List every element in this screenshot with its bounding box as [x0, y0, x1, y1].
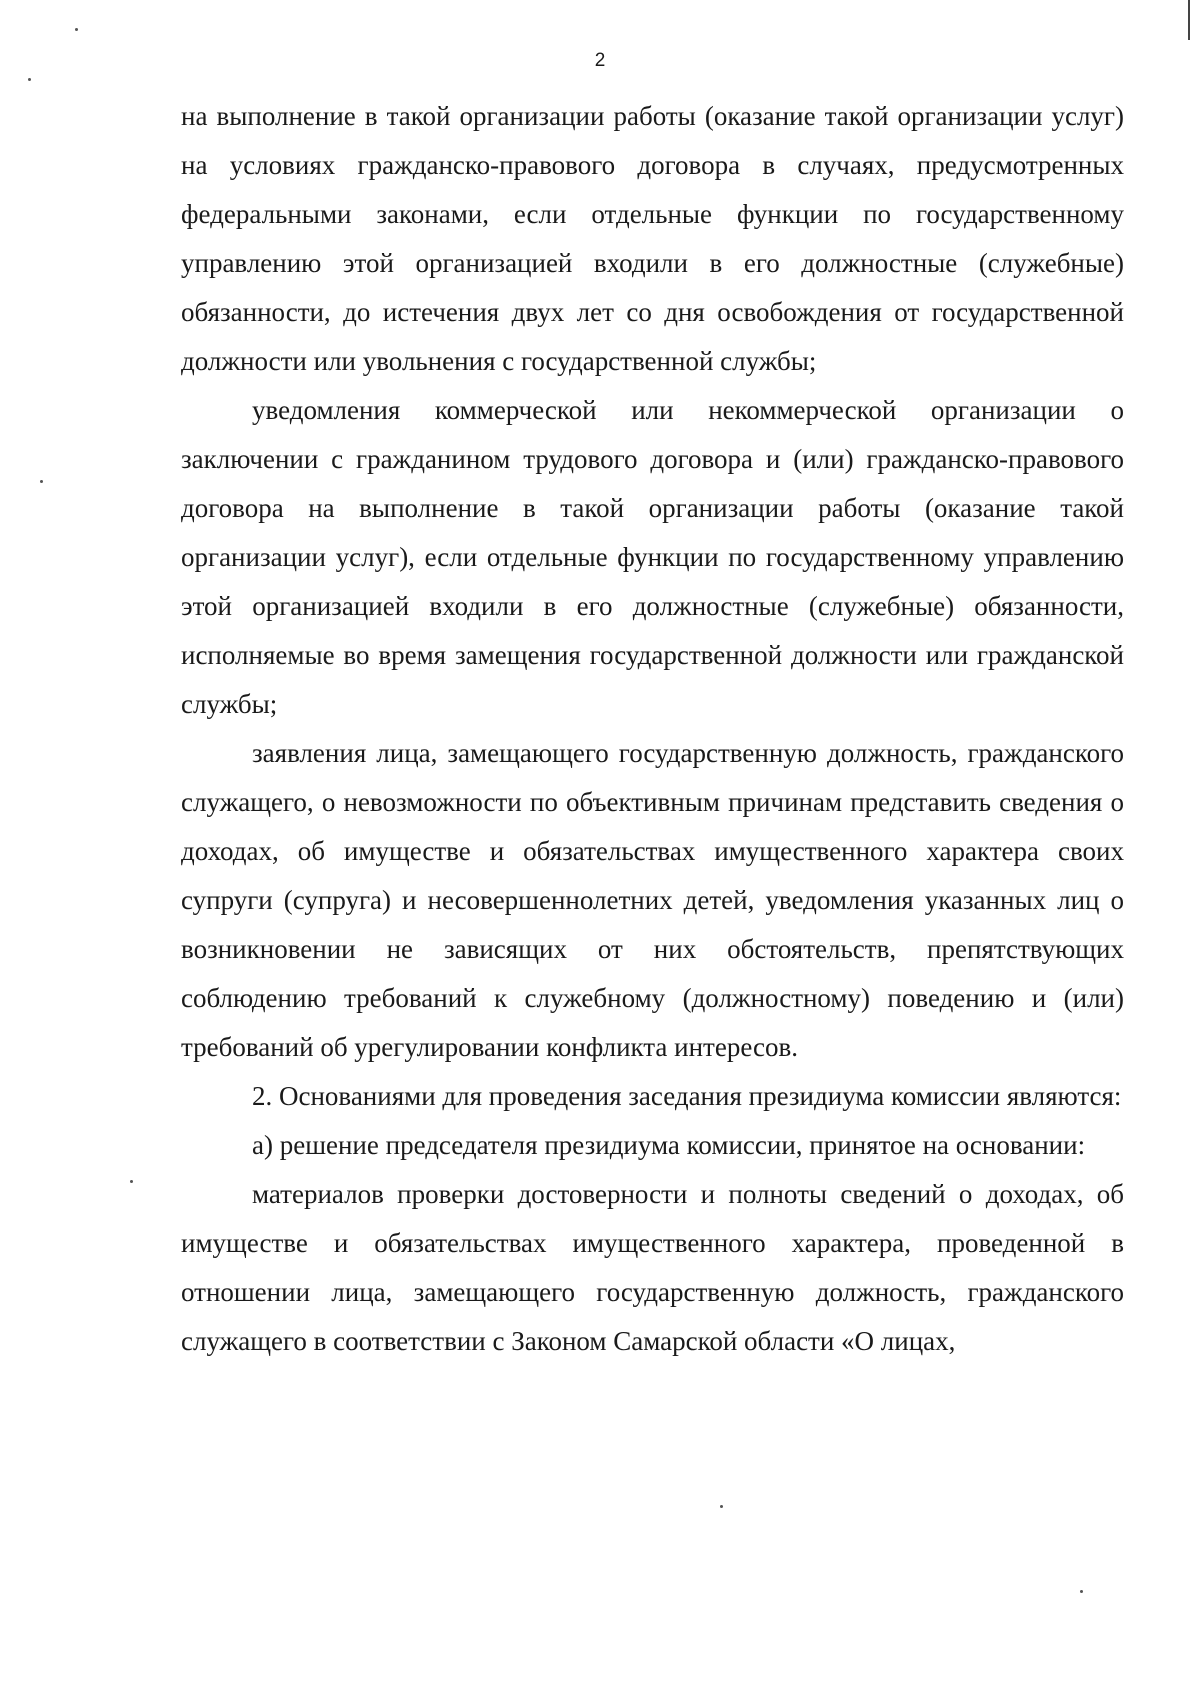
scan-speck [28, 78, 31, 81]
paragraph-notice-organization: уведомления коммерческой или некоммерческой организации о заключении с гражданином трудового договора и (или) гражданско-правового договора на выполнение в такой организации работы (оказание такой организации услуг), если отдельные функции по государственному управлению этой организацией входили в его должностные (служебные) обязанности, исполняемые во время замещения государственной должности или гражданской службы; [181, 395, 1124, 719]
paragraph-statement-impossibility: заявления лица, замещающего государственную должность, гражданского служащего, о невозможности по объективным причинам представить сведения о доходах, об имуществе и обязательствах имущественного характера своих супруги (супруга) и несовершеннолетних детей, уведомления указанных лиц о возникновении не зависящих от них обстоятельств, препятствующих соблюдению требований к служебному (должностному) поведению и (или) требований об урегулировании конфликта интересов. [181, 738, 1124, 1062]
scan-edge-mark [1188, 0, 1190, 40]
scan-speck [75, 28, 78, 31]
scan-speck [720, 1505, 723, 1508]
document-body [181, 92, 1124, 1366]
scan-speck [130, 1180, 133, 1183]
paragraph-grounds-heading: 2. Основаниями для проведения заседания президиума комиссии являются: [252, 1081, 1122, 1111]
paragraph-verification-materials: материалов проверки достоверности и полноты сведений о доходах, об имуществе и обязательствах имущественного характера, проведенной в отношении лица, замещающего государственную должность, гражданского служащего в соответствии с Законом Самарской области «О лицах, [181, 1179, 1124, 1356]
scan-speck [1080, 1590, 1083, 1593]
paragraph-item-a: а) решение председателя президиума комиссии, принятое на основании: [252, 1130, 1086, 1160]
scan-speck [40, 480, 43, 483]
paragraph-continuation: на выполнение в такой организации работы (оказание такой организации услуг) на условиях гражданско-правового договора в случаях, предусмотренных федеральными законами, если отдельные функции по государственному управлению этой организацией входили в его должностные (служебные) обязанности, до истечения двух лет со дня освобождения от государственной должности или увольнения с государственной службы; [181, 101, 1124, 376]
page-number: 2 [594, 50, 606, 71]
